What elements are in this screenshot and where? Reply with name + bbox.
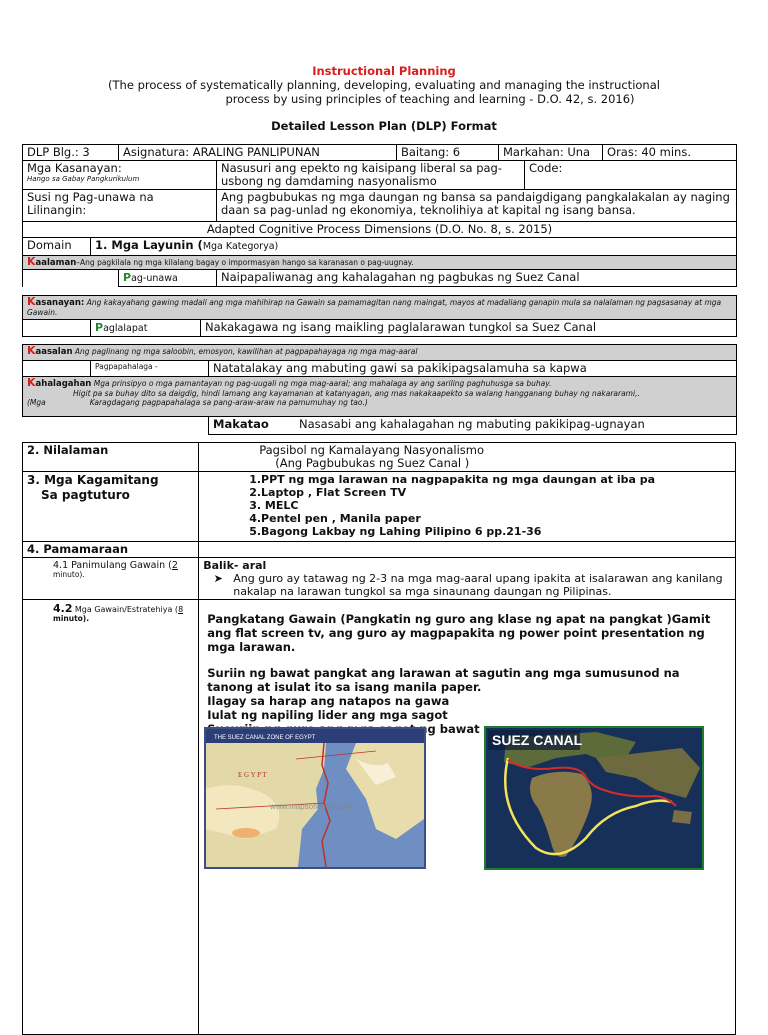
makatao-text: Nasasabi ang kahalagahan ng mabuting pakikipag-ugnayan — [299, 417, 645, 431]
pag-unawa-cat — [119, 270, 217, 287]
plan-subtitle-2: process by using principles of teaching and learning - D.O. 42, s. 2016) — [225, 92, 635, 106]
p42-end: minuto). — [53, 614, 90, 623]
kaasalan-table — [22, 344, 737, 435]
balik-aral-cell — [199, 558, 736, 600]
kagamitan-label-2: Sa pagtuturo — [41, 488, 130, 502]
kasanayan-word: asanayan: — [35, 298, 85, 308]
kaalaman-row — [23, 256, 737, 270]
suez-map-illustration — [206, 729, 424, 867]
kaalaman-word: aalaman — [35, 258, 77, 268]
kagamitan-list — [199, 472, 736, 542]
gawain-label — [23, 600, 199, 1035]
dlp-table — [22, 144, 737, 287]
kahalagahan-k: K — [27, 376, 36, 389]
kasanayan-k: K — [27, 295, 36, 308]
gawain-line: Suriin ng bawat pangkat ang larawan at sagutin ang mga sumusunod na tanong at isulat ito sa isang manila paper. — [207, 666, 680, 694]
pagpapahalaga-text: Natatalakay ang mabuting gawi sa pakikipagsalamuha sa kapwa — [209, 361, 737, 377]
adapted-heading: Adapted Cognitive Process Dimensions (D.O. No. 8, s. 2015) — [23, 222, 737, 238]
kasanayan-sublabel: Hango sa Gabay Pangkurikulum — [27, 175, 140, 183]
paglalapat-word: aglalapat — [103, 323, 148, 334]
balik-aral-text: Ang guro ay tatawag ng 2-3 na mga mag-aaral upang ipakita at isalarawan ang kanilang nakalap na larawan tungkol sa mga sinaunang daungan ng Pilipinas. — [233, 572, 723, 598]
blank-cell — [199, 542, 736, 558]
blank-cell — [23, 320, 91, 337]
kagamitan-item: 3. MELC — [249, 499, 299, 512]
kategorya-label: Mga Kategorya) — [202, 241, 279, 252]
kasanayan-label: Mga Kasanayan: — [27, 161, 122, 175]
p42-label: Mga Gawain/Estratehiya ( — [74, 605, 179, 614]
plan-title: Instructional Planning — [312, 64, 456, 78]
balik-aral-title: Balik- aral — [203, 559, 267, 572]
plan-subtitle-1: (The process of systematically planning, developing, evaluating and managing the instructional — [108, 78, 660, 92]
p41-end: minuto). — [53, 570, 85, 579]
kahalagahan-desc2: Higit pa sa buhay dito sa daigdig, hindi lamang ang kayamanan at katanyagan, ang mas nakakaapekto sa walang hangganang buhay ng nakararami,. — [73, 389, 640, 398]
kasanayan-row — [23, 296, 737, 320]
panimula-label — [23, 558, 199, 600]
kagamitan-item: 2.Laptop , Flat Screen TV — [249, 486, 407, 499]
kaalaman-k: K — [27, 255, 36, 268]
pamamaraan-label: 4. Pamamaraan — [23, 542, 199, 558]
gawain-line: Ilagay sa harap ang natapos na gawa — [207, 694, 450, 708]
kasanayan-label-cell — [23, 161, 217, 190]
kasanayan-desc: Ang kakayahang gawing madali ang mga mahihirap na Gawain sa pamamagitan nang maingat, mayos at madaliang ganapin mula sa nalalaman ng pagsasanay at mga Gawain. — [27, 298, 722, 317]
kaalaman-desc: –Ang pagkilala ng mga kilalang bagay o impormasyan hango sa karanasan o pag-uugnay. — [76, 258, 414, 267]
oras: Oras: 40 mins. — [603, 145, 737, 161]
nilalaman-line1: Pagsibol ng Kamalayang Nasyonalismo — [259, 443, 485, 457]
paglalapat-text: Nakakagawa ng isang maikling paglalarawan tungkol sa Suez Canal — [201, 320, 737, 337]
paglalapat-p: P — [95, 321, 104, 334]
blank-cell — [23, 270, 119, 287]
gawain-line: Iulat ng napiling lider ang mga sagot — [207, 708, 448, 722]
susi-label-2: Lilinangin: — [27, 203, 87, 217]
pag-unawa-p: P — [123, 271, 132, 284]
paglalapat-cat — [91, 320, 201, 337]
pag-unawa-word: ag-unawa — [131, 273, 178, 284]
kagamitan-item: 4.Pentel pen , Manila paper — [249, 512, 421, 525]
kahalagahan-desc1: Mga prinsipyo o mga pamantayan ng pag-uugali ng mga mag-aaral; ang mahalaga ay ang sariling paghuhusga sa buhay. — [93, 379, 552, 388]
layunin-heading — [91, 238, 737, 256]
kaasalan-row — [23, 345, 737, 361]
asignatura: Asignatura: ARALING PANLIPUNAN — [119, 145, 397, 161]
kahalagahan-word: ahalagahan — [35, 379, 92, 389]
markahan: Markahan: Una — [499, 145, 603, 161]
blank-cell — [23, 361, 91, 377]
gawain-para1: Pangkatang Gawain (Pangkatin ng guro ang klase ng apat na pangkat )Gamit ang flat screen tv, ang guro ay magpapakita ng power point presentation ng mga larawan. — [207, 612, 711, 654]
susi-label — [23, 190, 217, 222]
susi-text: Ang pagbubukas ng mga daungan ng bansa sa pandaigdigang pangkalakalan ay naging daan sa pag-unlad ng ekonomiya, teknolihiya at kapital ng isang bansa. — [217, 190, 737, 222]
domain-label: Domain — [23, 238, 91, 256]
kagamitan-label — [23, 472, 199, 542]
p42-num: 8 — [178, 605, 184, 614]
suez-canal-zone-map — [204, 727, 426, 869]
kagamitan-item: 5.Bagong Lakbay ng Lahing Pilipino 6 pp.21-36 — [249, 525, 542, 538]
kahalagahan-desc3b: Karagdagang pagpapahalaga sa pang-araw-araw na pamumuhay ng tao.) — [89, 398, 368, 407]
suez-canal-route-map — [484, 726, 704, 870]
nilalaman-line2: (Ang Pagbubukas ng Suez Canal ) — [275, 456, 470, 470]
kasanayan-table — [22, 295, 737, 337]
layunin-title: 1. Mga Layunin ( — [95, 238, 203, 252]
map2-title: SUEZ CANAL — [492, 732, 583, 748]
nilalaman-text — [199, 443, 736, 472]
p41-label: 4.1 Panimulang Gawain ( — [53, 560, 172, 571]
p42-num-label: 4.2 — [53, 602, 73, 615]
kasanayan-text: Nasusuri ang epekto ng kaisipang liberal sa pag-usbong ng damdaming nasyonalismo — [217, 161, 525, 190]
pagpapahalaga-cat: Pagpapahalaga - — [91, 361, 209, 377]
gawain-line: ng bawat — [419, 722, 480, 736]
p41-num: 2 — [171, 560, 178, 571]
dlp-number: DLP Blg.: 3 — [23, 145, 119, 161]
baitang: Baitang: 6 — [397, 145, 499, 161]
format-title: Detailed Lesson Plan (DLP) Format — [271, 119, 497, 133]
code-label: Code: — [525, 161, 737, 190]
kahalagahan-desc3a: (Mga — [27, 398, 46, 407]
kahalagahan-row — [23, 377, 737, 417]
kagamitan-label-1: 3. Mga Kagamitang — [27, 473, 159, 487]
map1-title: THE SUEZ CANAL ZONE OF EGYPT — [214, 735, 316, 741]
makatao-cat: Makatao — [213, 417, 269, 431]
kaasalan-desc: Ang paglinang ng mga saloobin, emosyon, kawilihan at pagpapahayaga ng mga mag-aaral — [74, 347, 418, 356]
pag-unawa-text: Naipapaliwanag ang kahalagahan ng pagbukas ng Suez Canal — [217, 270, 737, 287]
map1-watermark: www.mapsofworld.com — [270, 802, 352, 811]
kagamitan-item: 1.PPT ng mga larawan na nagpapakita ng mga daungan at iba pa — [249, 473, 656, 486]
kaasalan-k: K — [27, 344, 36, 357]
nilalaman-label: 2. Nilalaman — [23, 443, 199, 472]
makatao-row — [209, 417, 737, 435]
blank-cell — [23, 417, 209, 435]
susi-label-1: Susi ng Pag-unawa na — [27, 190, 154, 204]
kaasalan-word: aasalan — [35, 347, 73, 357]
route-map-illustration — [486, 728, 702, 868]
arrow-bullet-icon: ➤ — [213, 572, 223, 585]
map1-country-label: E G Y P T — [238, 771, 267, 779]
